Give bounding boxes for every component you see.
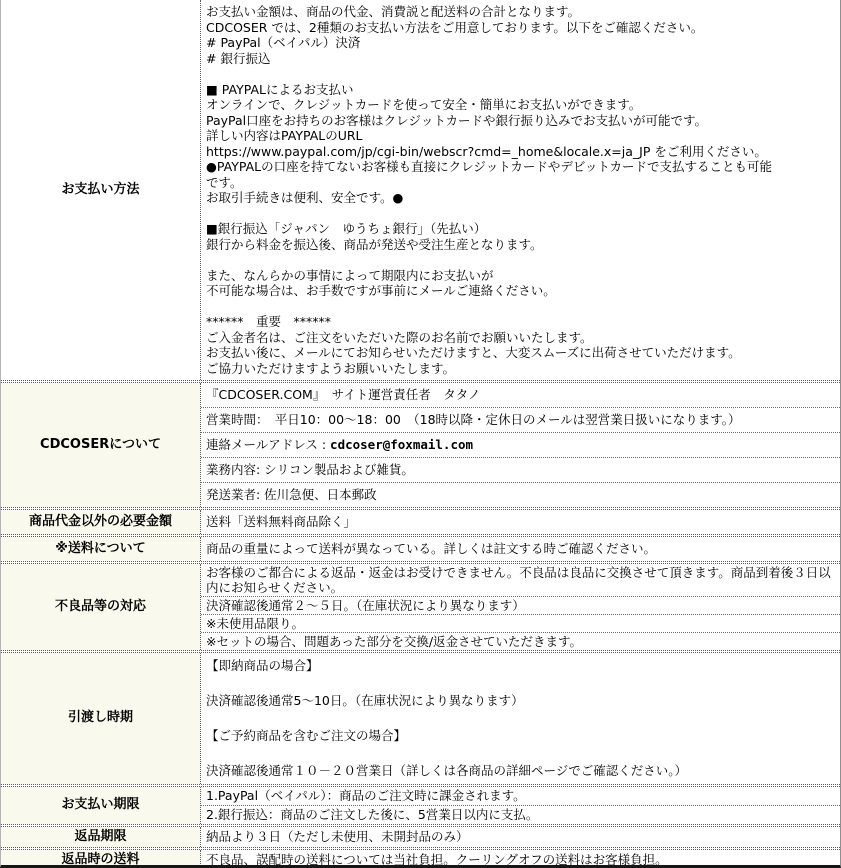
content-subrow (201, 596, 840, 614)
content-subrow (201, 787, 840, 805)
content-line (206, 66, 834, 82)
row-content-return-shipping (201, 850, 840, 868)
content-subrow (201, 805, 840, 824)
subrow-text: 発送業者: 佐川急便、日本郵政 (206, 487, 377, 502)
content-line: 不可能な場合は、お手数ですが事前にメールご連絡ください。 (206, 283, 556, 298)
row-label-payment-method: お支払い方法 (1, 0, 201, 380)
row-label-about-cdcoser: CDCOSERについて (1, 383, 201, 507)
policy-row-extra-fees (1, 510, 840, 534)
content-line: 詳しい内容はPAYPALのURL (206, 128, 363, 143)
content-line: ご協力いただけますようお願いいたします。 (206, 360, 456, 376)
content-line: 決済確認後通常１０－２０営業日（詳しくは各商品の詳細ページでご確認ください。） (206, 763, 688, 778)
subrow-text: 2.銀行振込：商品のご注文した後に、5営業日以内に支払。 (206, 806, 539, 822)
policy-row-payment-deadline (1, 787, 840, 824)
content-line: # PayPal（ベイパル）決済 (206, 35, 361, 50)
subrow-text: 決済確認後通常２～５日。（在庫状況により異なります） (206, 598, 525, 613)
content-line (206, 299, 834, 315)
content-subrow (201, 537, 840, 561)
policy-row-return-deadline (1, 827, 840, 847)
subrow-text: ※未使用品限り。 (206, 616, 304, 631)
content-subrow (201, 482, 840, 507)
content-line: # 銀行振込 (206, 50, 271, 66)
contact-email: cdcoser@foxmail.com (330, 437, 474, 452)
content-line: お取引手続きは便利、安全です。● (206, 190, 404, 205)
content-subrow (201, 510, 840, 534)
content-line (206, 206, 834, 222)
content-line: 銀行から料金を振込後、商品が発送や受注生産となります。 (206, 236, 543, 252)
row-label-extra-fees: 商品代金以外の必要金額 (1, 510, 201, 534)
content-line: 【即納商品の場合】 (206, 658, 319, 673)
subrow-text: 納品より３日（ただし未使用、未開封品のみ） (206, 828, 469, 844)
content-line: 【ご予約商品を含むご注文の場合】 (206, 728, 407, 743)
row-label-defective-items: 不良品等の対応 (1, 564, 201, 650)
row-content-defective-items (201, 564, 840, 650)
content-line: PayPal口座をお持ちのお客様はクレジットカードや銀行振り込みでお支払いが可能です。 (206, 112, 707, 128)
subrow-text: 業務内容: シリコン製品および雑貨。 (206, 462, 414, 477)
content-line: ■銀行振込「ジャパン ゆうちょ銀行」（先払い） (206, 221, 487, 236)
policy-row-payment-method (1, 0, 840, 380)
row-content-payment-method (201, 0, 840, 380)
content-line: オンラインで、クレジットカードを使って安全・簡単にお支払いができます。 (206, 97, 642, 112)
content-line: また、なんらかの事情によって期限内にお支払いが (206, 267, 494, 283)
row-content-delivery-time (201, 653, 840, 784)
policy-row-about-cdcoser (1, 383, 840, 507)
subrow-text: ※セットの場合、問題あった部分を交換/返金させていただきます。 (206, 634, 583, 649)
content-line: お支払い金額は、商品の代金、消費説と配送料の合計となります。 (206, 4, 581, 19)
row-content-extra-fees (201, 510, 840, 534)
row-content-about-cdcoser (201, 383, 840, 507)
content-subrow (201, 632, 840, 650)
content-line: ■ PAYPALによるお支払い (206, 81, 354, 97)
row-content-about-shipping (201, 537, 840, 561)
text-block (201, 653, 840, 784)
content-subrow (201, 432, 840, 457)
row-label-about-shipping: ※送料について (1, 537, 201, 561)
content-subrow (201, 850, 840, 868)
subrow-text: 不良品、誤配時の送料については当社負担。クーリングオフの送料はお客様負担。 (206, 851, 668, 867)
row-label-return-deadline: 返品期限 (1, 827, 201, 847)
content-line (206, 745, 834, 763)
content-line: https://www.paypal.com/jp/cgi-bin/webscr?cmd=_home&locale.x=ja_JP をご利用ください。 (206, 143, 767, 159)
subrow-text: 連絡メールアドレス : (206, 437, 331, 452)
content-line: CDCOSER では、2種類のお支払い方法をご用意しております。以下をご確認ください。 (206, 19, 704, 35)
content-subrow (201, 383, 840, 407)
policy-row-about-shipping (1, 537, 840, 561)
subrow-text: 1.PayPal（ベイパル）：商品のご注文時に課金されます。 (206, 787, 526, 803)
text-block (201, 0, 840, 380)
row-content-return-deadline (201, 827, 840, 847)
subrow-text: 営業時間： 平日10：00～18：00 （18時以降・定休日のメールは翌営業日扱いになります。） (206, 412, 741, 427)
content-subrow (201, 827, 840, 847)
content-subrow (201, 614, 840, 632)
content-line: ****** 重要 ****** (206, 314, 332, 329)
content-line: です。 (206, 174, 243, 190)
content-line (206, 252, 834, 268)
content-line: 決済確認後通常5～10日。（在庫状況により異なります） (206, 693, 524, 708)
row-label-delivery-time: 引渡し時期 (1, 653, 201, 784)
subrow-text: 『CDCOSER.COM』 サイト運営責任者 タタノ (206, 387, 481, 402)
content-line: ●PAYPALの口座を持てないお客様も直接にクレジットカードやデビットカードで支払することも可能 (206, 159, 773, 174)
row-label-return-shipping: 返品時の送料 (1, 850, 201, 868)
row-content-payment-deadline (201, 787, 840, 824)
content-subrow (201, 407, 840, 432)
policy-row-delivery-time (1, 653, 840, 784)
subrow-text: お客様のご都合による返品・返金はお受けできません。不良品は良品に交換させて頂きます。商品到着後３日以内にお知らせください。 (206, 565, 831, 595)
subrow-text: 商品の重量によって送料が異なっている。詳しくは註文する時ご確認ください。 (206, 541, 657, 556)
content-subrow (201, 457, 840, 482)
content-subrow (201, 564, 840, 596)
content-line (206, 675, 834, 693)
content-line: ご入金者名は、ご注文をいただいた際のお名前でお願いいたします。 (206, 329, 593, 345)
policy-row-defective-items (1, 564, 840, 650)
row-label-payment-deadline: お支払い期限 (1, 787, 201, 824)
subrow-text: 送料「送料無料商品除く」 (206, 514, 357, 529)
content-line (206, 710, 834, 728)
content-line: お支払い後に、メールにてお知らせいただけますと、大変スムーズに出荷させていただけます。 (206, 345, 741, 360)
policy-row-return-shipping (1, 850, 840, 868)
